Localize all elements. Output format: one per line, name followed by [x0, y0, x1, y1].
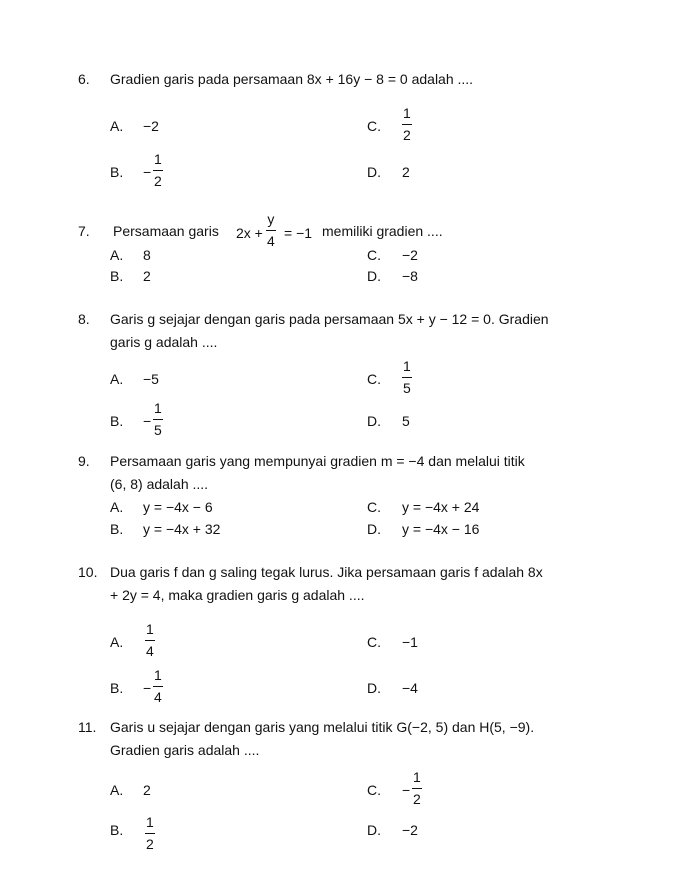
fraction-bar: [153, 686, 163, 687]
option-value: −1: [402, 634, 418, 650]
option-value: 2: [143, 782, 151, 798]
option-label: D.: [367, 413, 381, 429]
equation-left: 2x +: [236, 225, 263, 241]
option-fraction: [145, 621, 155, 659]
fraction-bar: [145, 640, 155, 641]
option-fraction: [402, 358, 412, 396]
fraction-numerator: 1: [146, 814, 154, 830]
fraction-sign: −: [402, 782, 411, 798]
option-label: C.: [367, 118, 381, 134]
fraction-bar: [153, 170, 163, 171]
option-value: y = −4x − 6: [143, 499, 213, 515]
option-label: C.: [367, 499, 381, 515]
fraction-bar: [402, 124, 412, 125]
fraction-numerator: 1: [146, 621, 154, 637]
option-value: y = −4x + 24: [402, 499, 480, 515]
fraction-numerator: 1: [413, 769, 421, 785]
option-value: −8: [402, 268, 418, 284]
option-fraction: [412, 769, 422, 807]
question-text: Gradien garis pada persamaan 8x + 16y − 8 = 0 adalah ....: [110, 71, 474, 87]
fraction-denominator: 4: [154, 689, 162, 705]
question-text: memiliki gradien ....: [322, 223, 443, 239]
fraction-denominator: 2: [403, 127, 411, 143]
fraction-denominator: 5: [403, 380, 411, 396]
option-value: 2: [143, 268, 151, 284]
option-label: D.: [367, 268, 381, 284]
option-label: D.: [367, 521, 381, 537]
option-value: 2: [402, 164, 410, 180]
question-text: Dua garis f dan g saling tegak lurus. Jika persamaan garis f adalah 8x: [110, 564, 543, 580]
option-label: A.: [110, 782, 124, 798]
option-fraction: [153, 667, 163, 705]
option-label: D.: [367, 680, 381, 696]
fraction-numerator: 1: [154, 151, 162, 167]
question-number: 10.: [78, 564, 98, 580]
fraction-bar: [145, 833, 155, 834]
option-label: B.: [110, 164, 124, 180]
question-number: 11.: [78, 719, 97, 735]
option-label: B.: [110, 268, 124, 284]
option-label: C.: [367, 371, 381, 387]
option-value: y = −4x − 16: [402, 521, 480, 537]
question-text: Persamaan garis yang mempunyai gradien m = −4 dan melalui titik: [110, 453, 525, 469]
fraction-numerator: 1: [154, 667, 162, 683]
option-label: C.: [367, 634, 381, 650]
option-fraction: [402, 105, 412, 143]
question-number: 6.: [78, 71, 90, 87]
fraction-numerator: 1: [154, 400, 162, 416]
equation-right: = −1: [284, 225, 313, 241]
option-value: 5: [402, 413, 410, 429]
option-value: −2: [402, 822, 418, 838]
question-text: Persamaan garis: [113, 223, 219, 239]
question-number: 8.: [78, 311, 90, 327]
question-number: 7.: [78, 223, 90, 239]
fraction-sign: −: [143, 680, 152, 696]
option-value: −2: [143, 118, 159, 134]
option-label: A.: [110, 247, 124, 263]
option-label: A.: [110, 118, 124, 134]
question-text: garis g adalah ....: [110, 334, 218, 350]
option-label: A.: [110, 371, 124, 387]
fraction-sign: −: [143, 413, 152, 429]
fraction-sign: −: [143, 164, 152, 180]
option-value: y = −4x + 32: [143, 521, 221, 537]
option-label: B.: [110, 413, 124, 429]
question-number: 9.: [78, 453, 90, 469]
question-text: Gradien garis adalah ....: [110, 742, 260, 758]
fraction-bar: [153, 419, 163, 420]
fraction-bar: [402, 377, 412, 378]
option-label: D.: [367, 164, 381, 180]
option-label: B.: [110, 521, 124, 537]
option-label: B.: [110, 822, 124, 838]
fraction-bar: [266, 230, 276, 231]
fraction-bar: [412, 788, 422, 789]
question-text: Garis u sejajar dengan garis yang melalui titik G(−2, 5) dan H(5, −9).: [110, 719, 535, 735]
fraction-numerator: y: [267, 211, 275, 227]
option-fraction: [145, 814, 155, 852]
fraction-denominator: 2: [154, 173, 162, 189]
option-value: −2: [402, 247, 418, 263]
fraction-denominator: 4: [146, 643, 154, 659]
fraction-numerator: 1: [403, 105, 411, 121]
question-text: + 2y = 4, maka gradien garis g adalah ....: [110, 587, 365, 603]
option-value: −5: [143, 371, 159, 387]
fraction-denominator: 2: [146, 836, 154, 852]
option-value: 8: [143, 247, 151, 263]
question-text: Garis g sejajar dengan garis pada persamaan 5x + y − 12 = 0. Gradien: [110, 311, 549, 327]
fraction-denominator: 2: [413, 791, 421, 807]
option-fraction: [153, 151, 163, 189]
equation-fraction: [266, 211, 276, 249]
option-value: −4: [402, 680, 418, 696]
option-fraction: [153, 400, 163, 438]
option-label: D.: [367, 822, 381, 838]
fraction-denominator: 4: [267, 233, 275, 249]
fraction-denominator: 5: [154, 422, 162, 438]
option-label: A.: [110, 634, 124, 650]
option-label: A.: [110, 499, 124, 515]
option-label: B.: [110, 680, 124, 696]
option-label: C.: [367, 247, 381, 263]
question-text: (6, 8) adalah ....: [110, 476, 209, 492]
fraction-numerator: 1: [403, 358, 411, 374]
option-label: C.: [367, 782, 381, 798]
